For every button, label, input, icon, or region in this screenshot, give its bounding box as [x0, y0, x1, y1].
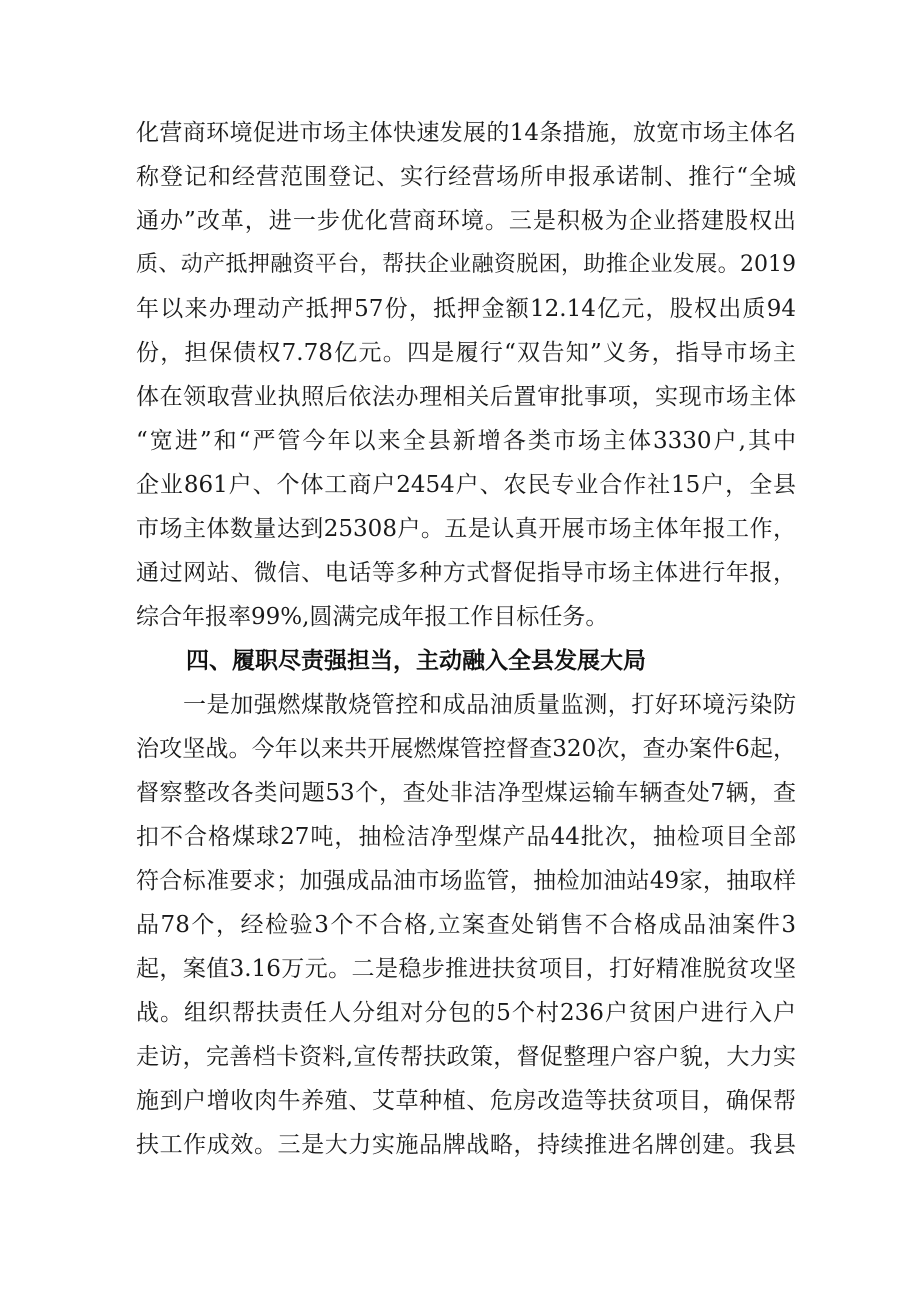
- paragraph-2-line-9: 走访，完善档卡资料,宣传帮扶政策，督促整理户容户貌，大力实: [136, 1044, 796, 1070]
- paragraph-1-line-2: 称登记和经营范围登记、实行经营场所申报承诺制、推行“全城: [136, 164, 796, 190]
- paragraph-1-line-9: 企业861户、个体工商户2454户、农民专业合作社15户，全县: [136, 472, 796, 498]
- paragraph-1-line-7: 体在领取营业执照后依法办理相关后置审批事项，实现市场主体: [136, 384, 796, 410]
- paragraph-1-line-12: 综合年报率99%,圆满完成年报工作目标任务。: [136, 604, 609, 630]
- paragraph-1-line-8: “宽进”和“严管今年以来全县新增各类市场主体3330户,其中: [136, 428, 796, 454]
- paragraph-1-line-6: 份，担保债权7.78亿元。四是履行“双告知”义务，指导市场主: [136, 340, 796, 366]
- paragraph-2-line-3: 督察整改各类问题53个，查处非洁净型煤运输车辆查处7辆，查: [136, 780, 796, 806]
- paragraph-2-line-2: 治攻坚战。今年以来共开展燃煤管控督查320次，查办案件6起，: [136, 736, 796, 762]
- paragraph-2-line-11: 扶工作成效。三是大力实施品牌战略，持续推进名牌创建。我县: [136, 1132, 796, 1158]
- paragraph-2-line-1: 一是加强燃煤散烧管控和成品油质量监测，打好环境污染防: [183, 692, 796, 718]
- section-heading: 四、履职尽责强担当，主动融入全县发展大局: [186, 648, 646, 674]
- paragraph-1-line-11: 通过网站、微信、电话等多种方式督促指导市场主体进行年报，: [136, 560, 796, 586]
- paragraph-2-line-7: 起，案值3.16万元。二是稳步推进扶贫项目，打好精准脱贫攻坚: [136, 956, 796, 982]
- paragraph-2-line-5: 符合标准要求；加强成品油市场监管，抽检加油站49家，抽取样: [136, 868, 796, 894]
- paragraph-2-line-10: 施到户增收肉牛养殖、艾草种植、危房改造等扶贫项目，确保帮: [136, 1088, 796, 1114]
- paragraph-2-line-4: 扣不合格煤球27吨，抽检洁净型煤产品44批次，抽检项目全部: [136, 824, 796, 850]
- paragraph-2-line-6: 品78个，经检验3个不合格,立案查处销售不合格成品油案件3: [136, 912, 796, 938]
- paragraph-1-line-1: 化营商环境促进市场主体快速发展的14条措施，放宽市场主体名: [136, 120, 796, 146]
- paragraph-1-line-4: 质、动产抵押融资平台，帮扶企业融资脱困，助推企业发展。2019: [136, 252, 796, 277]
- paragraph-2-line-8: 战。组织帮扶责任人分组对分包的5个村236户贫困户进行入户: [136, 1000, 796, 1026]
- paragraph-1-line-3: 通办”改革，进一步优化营商环境。三是积极为企业搭建股权出: [136, 208, 796, 234]
- paragraph-1-line-5: 年以来办理动产抵押57份，抵押金额12.14亿元，股权出质94: [136, 296, 796, 322]
- paragraph-1-line-10: 市场主体数量达到25308户。五是认真开展市场主体年报工作，: [136, 516, 796, 542]
